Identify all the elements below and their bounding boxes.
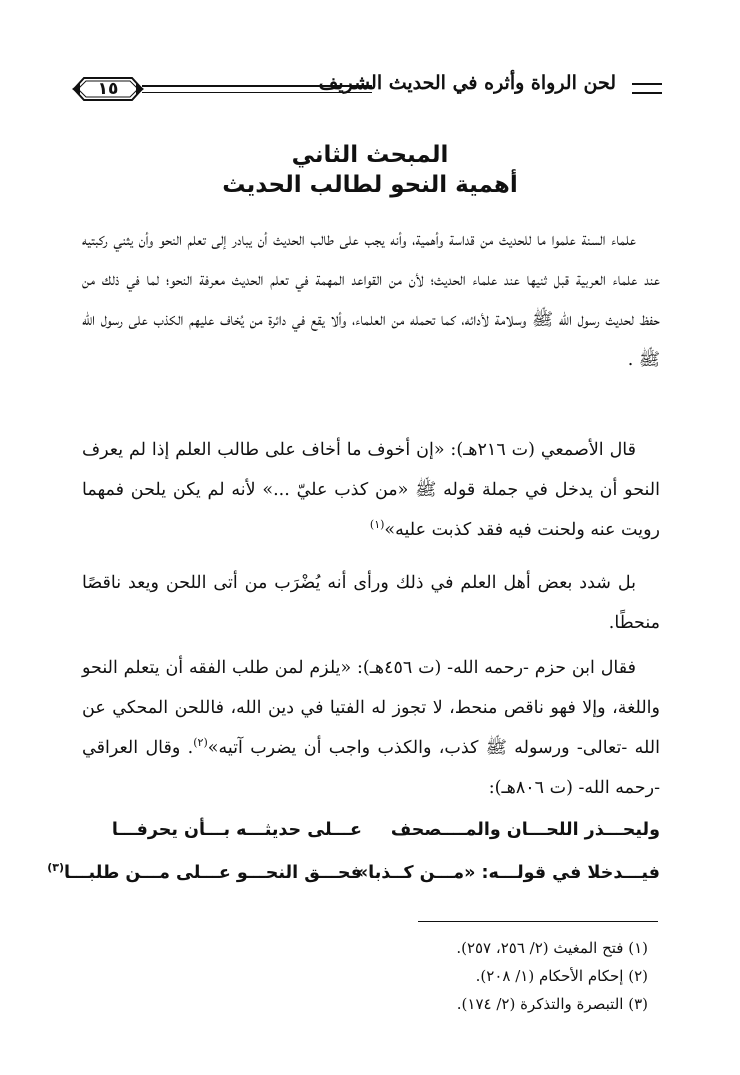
- page-number: ١٥: [97, 79, 119, 99]
- footnote-3: (٣) التبصرة والتذكرة (٢/ ١٧٤).: [456, 995, 648, 1013]
- verse-1-first-hemistich: وليحـــذر اللحـــان والمــــصحف: [390, 820, 660, 840]
- paragraph-4: [82, 648, 660, 808]
- paragraph-4-text: فقال ابن حزم -رحمه الله- (ت ٤٥٦هـ): «يلزم لمن طلب الفقه أن يتعلم النحو واللغة، وإلا فهو ناقص منحط، لا تجوز له الفتيا في دين الله، فاللحن المحكي عن الله -تعالى- ورسوله ﷺ كذب، والكذب واجب أن يضرب آتيه»: [82, 658, 660, 758]
- verse-1-second-hemistich: عـــلى حديثـــه بـــأن يحرفـــا: [111, 820, 362, 840]
- verse-line-1: [82, 820, 660, 854]
- header-title: لحن الرواة وأثره في الحديث الشريف: [318, 72, 616, 94]
- footnote-1: (١) فتح المغيث (٢/ ٢٥٦، ٢٥٧).: [456, 939, 648, 957]
- section-title: المبحث الثاني: [291, 142, 449, 168]
- paragraph-4-tail: . وقال العراقي -رحمه الله- (ت ٨٠٦هـ):: [82, 738, 660, 798]
- paragraph-2: [82, 430, 660, 550]
- verse-line-2: [47, 861, 660, 897]
- section-subtitle: أهمية النحو لطالب الحديث: [222, 172, 518, 198]
- paragraph-3: بل شدد بعض أهل العلم في ذلك ورأى أنه يُضْرَب من أتى اللحن ويعد ناقصًا منحطًا.: [82, 573, 660, 633]
- running-header: [72, 62, 662, 112]
- header-rule: [142, 85, 372, 93]
- page-number-badge: [72, 74, 144, 104]
- verse-2-second-text: فحـــق النحـــو عـــلى مـــن طلبـــا: [64, 863, 362, 883]
- verse-2-first-hemistich: فيـــدخلا في قولـــه: «مـــن كــذبا»: [356, 863, 660, 883]
- footnote-ref-2: (٢): [193, 736, 208, 750]
- paragraph-2-text: قال الأصمعي (ت ٢١٦هـ): «إن أخوف ما أخاف على طالب العلم إذا لم يعرف النحو أن يدخل في جملة قوله ﷺ «من كذب عليّ ...» لأنه لم يكن يلحن فمهما رويت عنه ولحنت فيه فقد كذبت عليه»: [82, 440, 660, 540]
- footnote-2: (٢) إحكام الأحكام (١/ ٢٠٨).: [475, 967, 648, 985]
- header-dash-ornament: [632, 83, 662, 94]
- verse-2-second-hemistich: [47, 861, 362, 883]
- footnote-ref-3: (٣): [47, 861, 65, 875]
- footnotes: [82, 934, 660, 1018]
- footnote-ref-1: (١): [369, 518, 385, 532]
- paragraph-1: علماء السنة علموا ما للحديث من قداسة وأهمية، وأنه يجب على طالب الحديث أن يبادر إلى تعلم النحو وأن يثني ركبتيه عند علماء العربية قبل ثنيها عند علماء الحديث؛ لأن من القواعد المهمة في تعلم الحديث معرفة النحو؛ لما في ذلك من حفظ لحديث رسول الله ﷺ وسلامة لأدائه، كما تحمله من العلماء، وألا يقع في دائرة من يُخاف عليهم الكذب على رسول الله ﷺ .: [82, 230, 660, 370]
- footnote-separator: [418, 921, 658, 922]
